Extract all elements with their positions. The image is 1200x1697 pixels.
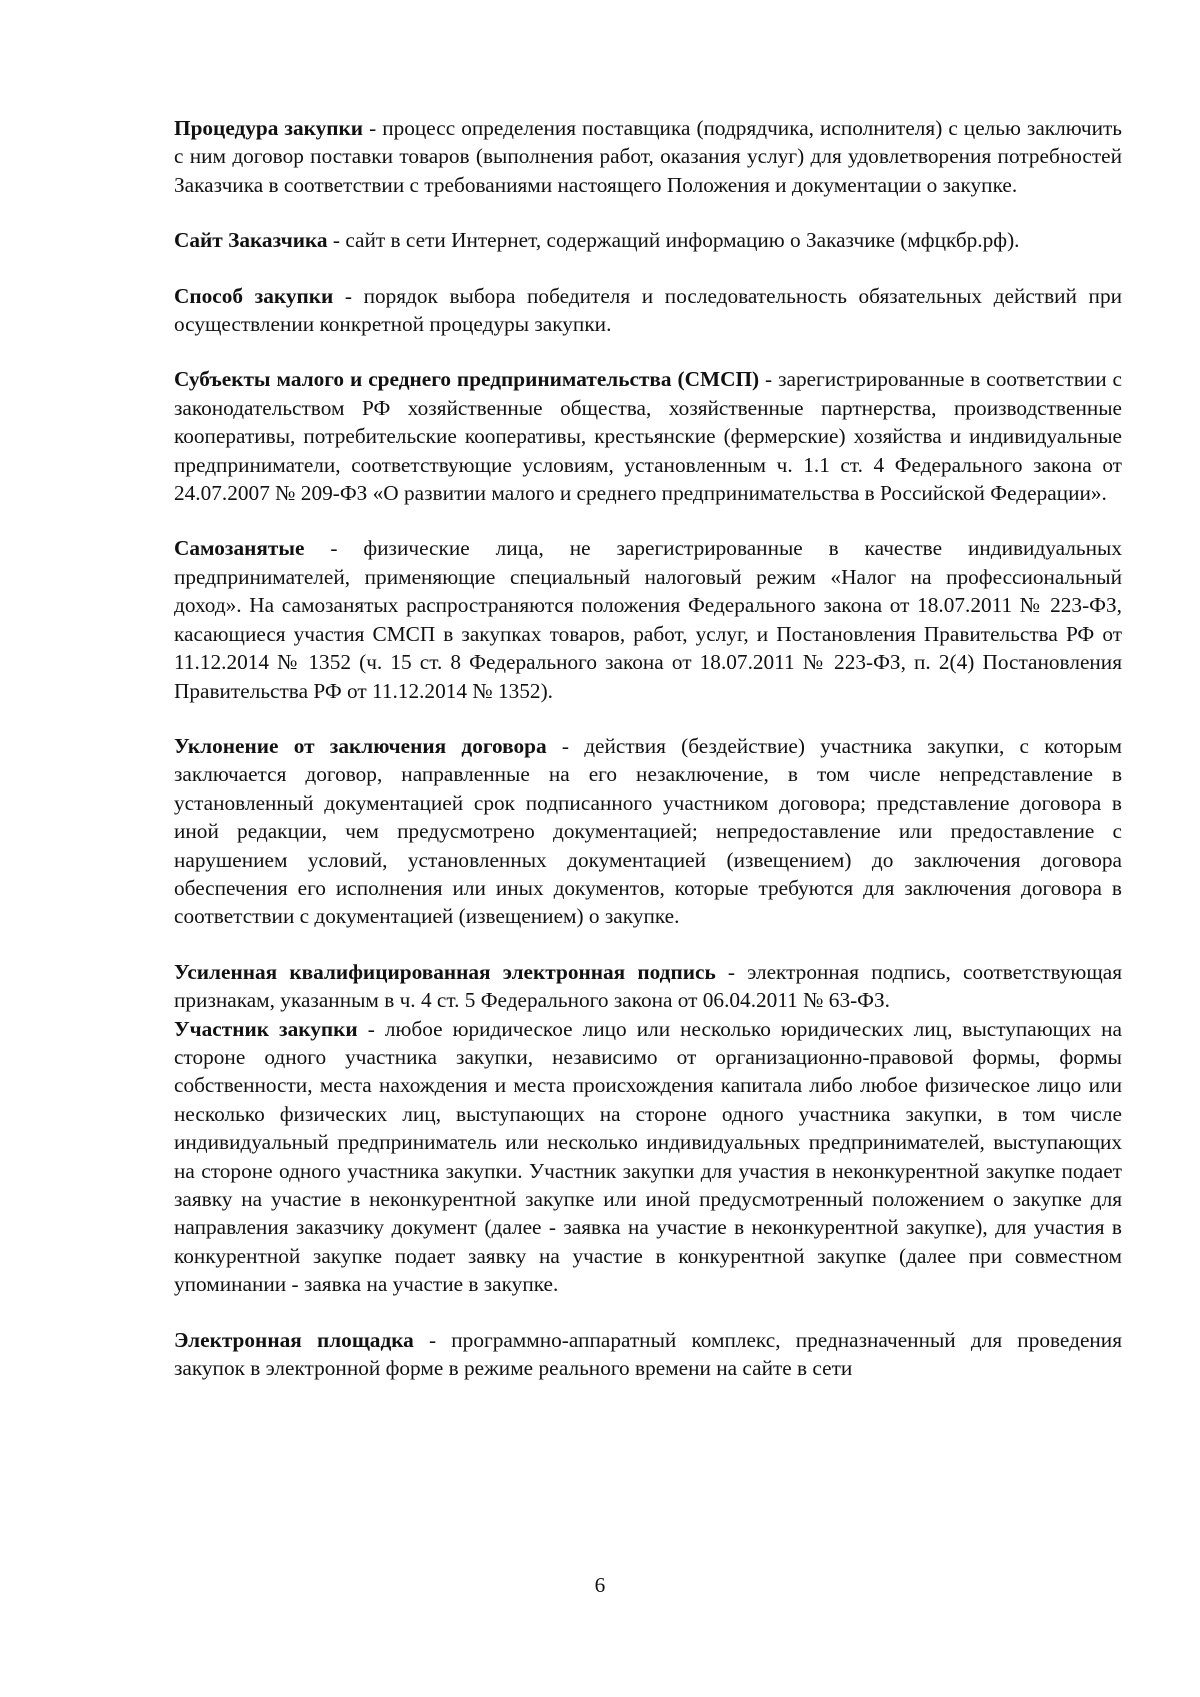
definition-procurement-method bbox=[174, 282, 1122, 339]
definition-text: - электронная подпись, соответствующая признакам, указанным в ч. 4 ст. 5 Федерального закона от 06.04.2011 № 63-ФЗ. bbox=[174, 959, 1122, 1013]
definition-contract-evasion bbox=[174, 732, 1122, 931]
definition-text: - порядок выбора победителя и последовательность обязательных действий при осуществлении конкретной процедуры закупки. bbox=[174, 283, 1122, 337]
definition-qualified-signature bbox=[174, 958, 1122, 1015]
definition-term: Сайт Заказчика bbox=[174, 228, 328, 253]
page-number: 6 bbox=[594, 1573, 606, 1597]
definition-text: - процесс определения поставщика (подрядчика, исполнителя) с целью заключить с ним договор поставки товаров (выполнения работ, оказания услуг) для удовлетворения потребностей Заказчика в соответствии с требованиями настоящего Положения и документации о закупке. bbox=[174, 116, 1122, 197]
document-body bbox=[174, 114, 1122, 1409]
definition-term: Самозанятые bbox=[174, 536, 305, 561]
definition-smsp bbox=[174, 365, 1122, 507]
definition-text: - физические лица, не зарегистрированные в качестве индивидуальных предпринимателей, применяющие специальный налоговый режим «Налог на профессиональный доход». На самозанятых распространяются положения Федерального закона от 18.07.2011 № 223-ФЗ, касающиеся участия СМСП в закупках товаров, работ, услуг, и Постановления Правительства РФ от 11.12.2014 № 1352 (ч. 15 ст. 8 Федерального закона от 18.07.2011 № 223-ФЗ, п. 2(4) Постановления Правительства РФ от 11.12.2014 № 1352). bbox=[174, 536, 1122, 703]
definition-term: Уклонение от заключения договора bbox=[174, 733, 547, 758]
definition-procurement-participant bbox=[174, 1015, 1122, 1299]
definition-procurement-procedure bbox=[174, 114, 1122, 199]
definition-text: - любое юридическое лицо или несколько юридических лиц, выступающих на стороне одного участника закупки, независимо от организационно-правовой формы, формы собственности, места нахождения и места происхождения капитала либо любое физическое лицо или несколько физических лиц, выступающих на стороне одного участника закупки, в том числе индивидуальный предприниматель или несколько индивидуальных предпринимателей, выступающих на стороне одного участника закупки. Участник закупки для участия в неконкурентной закупке подает заявку на участие в неконкурентной закупке или иной предусмотренный положением о закупке для направления заказчику документ (далее - заявка на участие в неконкурентной закупке), для участия в конкурентной закупке подает заявку на участие в конкурентной закупке (далее при совместном упоминании - заявка на участие в закупке. bbox=[174, 1016, 1122, 1297]
definition-term: Субъекты малого и среднего предпринимательства (СМСП) bbox=[174, 367, 760, 392]
definition-term: Способ закупки bbox=[174, 283, 334, 308]
definition-term: Усиленная квалифицированная электронная подпись bbox=[174, 959, 716, 984]
definition-text: - зарегистрированные в соответствии с законодательством РФ хозяйственные общества, хозяйственные партнерства, производственные кооперативы, потребительские кооперативы, крестьянские (фермерские) хозяйства и индивидуальные предприниматели, соответствующие условиям, установленным ч. 1.1 ст. 4 Федерального закона от 24.07.2007 № 209-ФЗ «О развитии малого и среднего предпринимательства в Российской Федерации». bbox=[174, 367, 1122, 506]
definition-term: Электронная площадка bbox=[174, 1327, 414, 1352]
definition-term: Участник закупки bbox=[174, 1016, 358, 1041]
definition-self-employed bbox=[174, 534, 1122, 704]
definition-text: - сайт в сети Интернет, содержащий информацию о Заказчике (мфцкбр.рф). bbox=[327, 228, 1020, 253]
definition-text: - действия (бездействие) участника закупки, с которым заключается договор, направленные на его незаключение, в том числе непредставление в установленный документацией срок подписанного участником договора; представление договора в иной редакции, чем предусмотрено документацией; непредоставление или предоставление с нарушением условий, установленных документацией (извещением) до заключения договора обеспечения его исполнения или иных документов, которые требуются для заключения договора в соответствии с документацией (извещением) о закупке. bbox=[174, 733, 1122, 929]
definition-text: - программно-аппаратный комплекс, предназначенный для проведения закупок в электронной форме в режиме реального времени на сайте в сети bbox=[174, 1327, 1122, 1381]
definition-customer-site bbox=[174, 226, 1122, 254]
definition-term: Процедура закупки bbox=[174, 116, 364, 140]
definition-electronic-platform bbox=[174, 1326, 1122, 1383]
